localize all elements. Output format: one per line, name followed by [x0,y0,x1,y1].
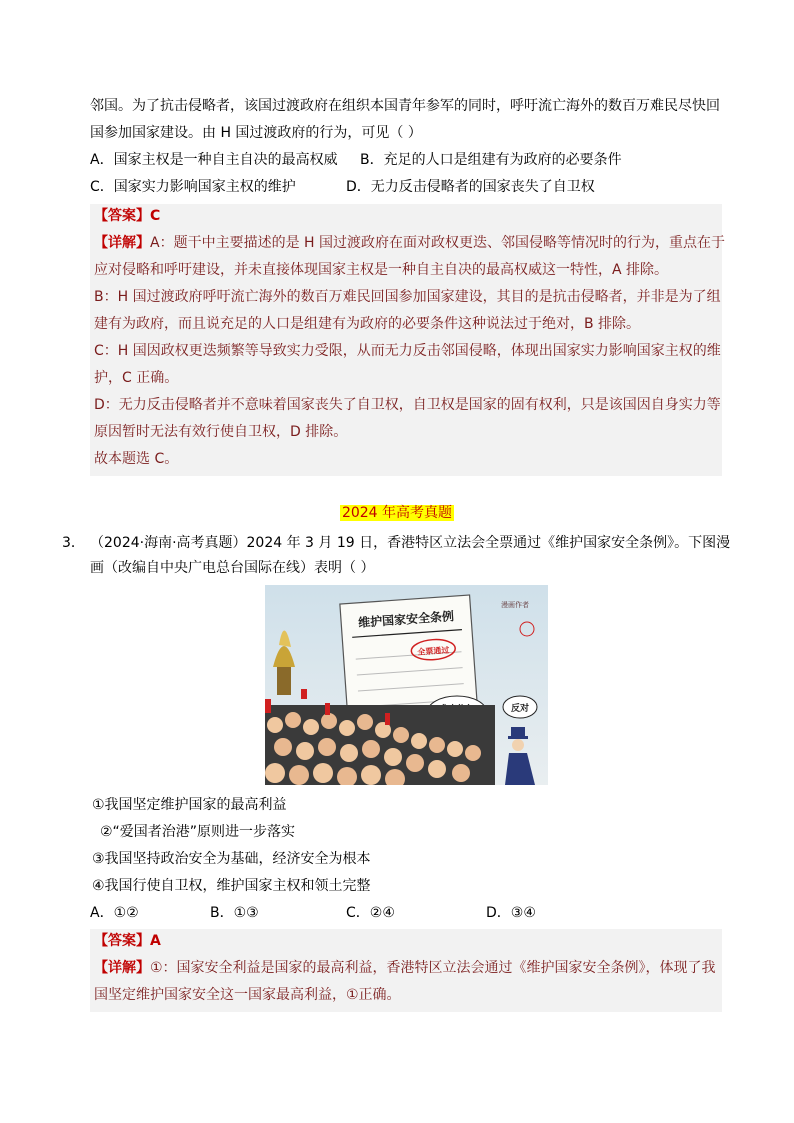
answer-tag: 【答案】 [94,933,150,949]
answer-line [94,206,160,226]
detail-text: C：H 国因政权更迭频繁等导致实力受限，从而无力反击邻国侵略，体现出国家实力影响国家主权的维 [94,343,721,359]
detail-tag: 【详解】 [94,235,150,251]
detail-tag: 【详解】 [94,960,150,976]
question-text-line: 邻国。为了抗击侵略者，该国过渡政府在组织本国青年参军的同时，呼吁流亡海外的数百万难民尽快回 [90,98,720,114]
cartoon-illustration [265,585,548,785]
answer-value: A [150,933,161,949]
cartoon-image [265,585,548,785]
statement-1: ①我国坚定维护国家的最高利益 [92,797,287,813]
option-d: D．无力反击侵略者的国家丧失了自卫权 [346,179,595,195]
detail-text: 原因暂时无法有效行使自卫权，D 排除。 [94,424,348,440]
option-b: B．①③ [210,905,259,921]
cartoon-bubble-right: 反对 [510,704,530,714]
section-title [0,503,794,523]
answer-line [94,931,161,951]
statement-3: ③我国坚持政治安全为基础，经济安全为根本 [92,851,371,867]
question-text-line: （2024·海南·高考真题）2024 年 3 月 19 日，香港特区立法会全票通过《维护国家安全条例》。下图漫 [90,535,731,551]
section-title-highlight [340,505,454,521]
option-c: C．国家实力影响国家主权的维护 [90,179,296,195]
option-a: A．国家主权是一种自主自决的最高权威 [90,152,338,168]
option-d: D．③④ [486,905,536,921]
statement-2: ②“爱国者治港”原则进一步落实 [100,824,296,840]
detail-text: 护，C 正确。 [94,370,179,386]
detail-text: A：题干中主要描述的是 H 国过渡政府在面对政权更迭、邻国侵略等情况时的行为，重点在于 [150,235,726,251]
cartoon-doc-title: 维护国家安全条例 [357,609,455,630]
question-text-line: 画（改编自中央广电总台国际在线）表明（ ） [90,560,375,576]
detail-text: D：无力反击侵略者并不意味着国家丧失了自卫权，自卫权是国家的固有权利，只是该国因自身实力等 [94,397,721,413]
section-title-text: 年高考真题 [377,505,453,521]
cartoon-stamp: 全票通过 [417,645,450,657]
question-number: 3． [62,535,85,551]
question-text-line: 国参加国家建设。由 H 国过渡政府的行为，可见（ ） [90,125,422,141]
detail-text: B：H 国过渡政府呼吁流亡海外的数百万难民回国参加国家建设，其目的是抗击侵略者，并非是为了组 [94,289,721,305]
detail-line [94,233,725,253]
detail-text: 国坚定维护国家安全这一国家最高利益，①正确。 [94,987,401,1003]
detail-text: ①：国家安全利益是国家的最高利益，香港特区立法会通过《维护国家安全条例》，体现了我 [150,960,716,976]
section-title-year: 2024 [341,505,378,521]
cartoon-signature: 漫画作者 [501,601,529,609]
option-c: C．②④ [346,905,395,921]
answer-tag: 【答案】 [94,208,150,224]
option-a: A．①② [90,905,139,921]
detail-text: 故本题选 C。 [94,451,179,467]
statement-4: ④我国行使自卫权，维护国家主权和领土完整 [92,878,371,894]
detail-line [94,958,716,978]
option-b: B．充足的人口是组建有为政府的必要条件 [360,152,622,168]
answer-value: C [150,208,161,224]
detail-text: 建有为政府，而且说充足的人口是组建有为政府的必要条件这种说法过于绝对，B 排除。 [94,316,641,332]
detail-text: 应对侵略和呼吁建设，并未直接体现国家主权是一种自主自决的最高权威这一特性，A 排除。 [94,262,669,278]
